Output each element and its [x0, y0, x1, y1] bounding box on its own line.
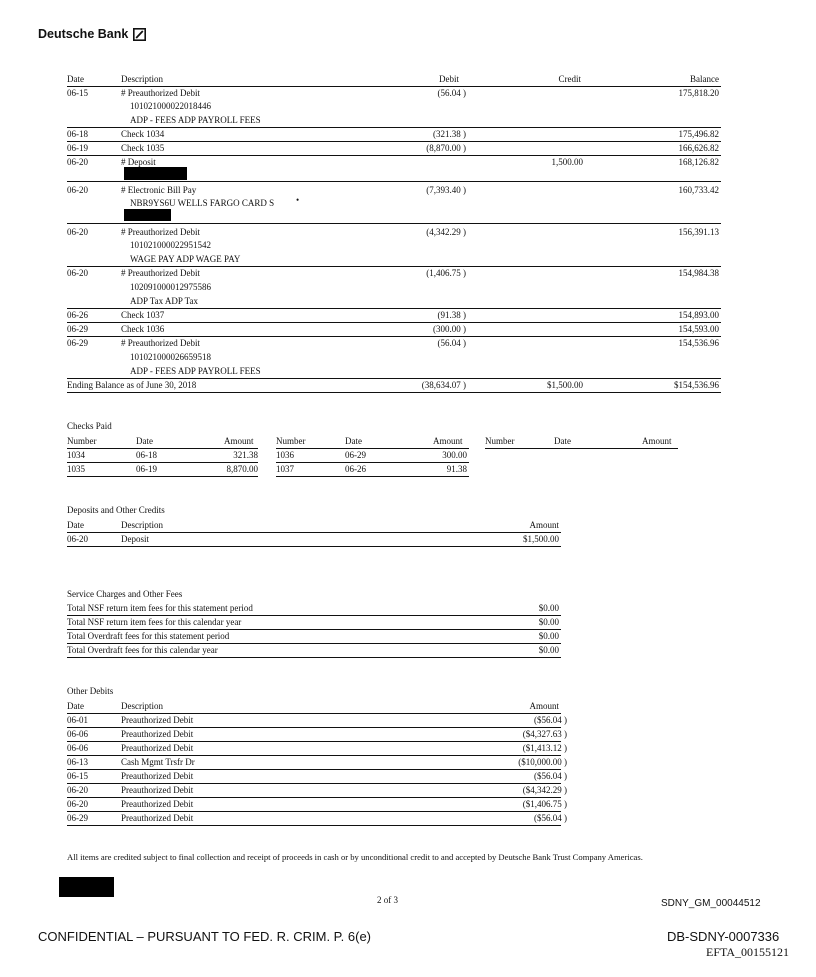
table-row — [67, 812, 567, 825]
table-row — [67, 87, 721, 100]
row-description: Check 1035 — [121, 143, 165, 153]
table-row — [67, 770, 567, 783]
col-amount: Amount — [433, 436, 463, 446]
row-rule — [67, 476, 258, 477]
debit-amount: ($56.04 ) — [534, 771, 567, 781]
col-number: Number — [276, 436, 306, 446]
check-amount: 321.38 — [233, 450, 258, 460]
check-number: 1035 — [67, 464, 85, 474]
fee-label: Total NSF return item fees for this calendar year — [67, 617, 242, 627]
row-continuation — [67, 239, 721, 252]
debit-date: 06-01 — [67, 715, 88, 725]
row-debit: (300.00 ) — [433, 324, 466, 334]
table-row — [67, 226, 721, 239]
row-debit: (8,870.00 ) — [426, 143, 466, 153]
row-description: # Deposit — [121, 157, 156, 167]
table-row — [67, 728, 567, 741]
row-description: # Electronic Bill Pay — [121, 185, 197, 195]
confidential-notice: CONFIDENTIAL – PURSUANT TO FED. R. CRIM. P. 6(e) — [38, 929, 372, 944]
document-id: SDNY_GM_00044512 — [661, 898, 761, 909]
row-description: Check 1034 — [121, 129, 165, 139]
row-date: 06-18 — [67, 129, 88, 139]
row-date: 06-20 — [67, 185, 88, 195]
col-amount: Amount — [529, 701, 559, 711]
row-reference: 101021000022018446 — [130, 101, 211, 111]
debit-amount: ($4,342.29 ) — [522, 785, 567, 795]
checks-paid-header — [67, 435, 679, 448]
row-rule — [67, 546, 561, 547]
row-balance: 175,496.82 — [678, 129, 719, 139]
check-date: 06-18 — [136, 450, 157, 460]
efta-number: EFTA_00155121 — [706, 945, 790, 959]
debit-description: Preauthorized Debit — [121, 743, 194, 753]
debit-date: 06-06 — [67, 743, 88, 753]
fee-amount: $0.00 — [538, 645, 559, 655]
ending-debit: (38,634.07 ) — [421, 380, 466, 390]
check-date: 06-26 — [345, 464, 366, 474]
debit-date: 06-13 — [67, 757, 88, 767]
debit-description: Preauthorized Debit — [121, 813, 194, 823]
redaction-block — [124, 167, 187, 180]
row-payee: NBR9YS6U WELLS FARGO CARD S — [130, 198, 275, 208]
deposit-description: Deposit — [121, 534, 149, 544]
table-row — [67, 714, 567, 727]
row-continuation — [67, 100, 721, 113]
other-debits-title: Other Debits — [67, 686, 114, 696]
row-rule — [67, 223, 721, 224]
row-date: 06-20 — [67, 227, 88, 237]
row-rule — [67, 181, 721, 182]
table-row — [67, 616, 561, 629]
row-date: 06-29 — [67, 324, 88, 334]
deposit-amount: $1,500.00 — [523, 534, 559, 544]
table-row — [67, 784, 567, 797]
row-reference: 101021000026659518 — [130, 352, 211, 362]
disclaimer-text: All items are credited subject to final collection and receipt of proceeds in cash or by unconditional credit to and accepted by Deutsche Bank Trust Company Americas. — [67, 852, 643, 862]
row-payee: ADP - FEES ADP PAYROLL FEES — [130, 115, 261, 125]
row-debit: (4,342.29 ) — [426, 227, 466, 237]
table-row — [67, 449, 487, 462]
row-debit: (91.38 ) — [437, 310, 466, 320]
check-number: 1037 — [276, 464, 294, 474]
col-description: Description — [121, 520, 163, 530]
debit-date: 06-29 — [67, 813, 88, 823]
debit-date: 06-06 — [67, 729, 88, 739]
check-date: 06-19 — [136, 464, 157, 474]
col-date: Date — [67, 520, 84, 530]
col-date: Date — [67, 701, 84, 711]
row-date: 06-26 — [67, 310, 88, 320]
check-amount: 91.38 — [446, 464, 467, 474]
row-continuation — [67, 281, 721, 294]
check-amount: 300.00 — [442, 450, 467, 460]
table-row — [67, 267, 721, 280]
row-balance: 175,818.20 — [678, 88, 719, 98]
activity-header — [67, 73, 721, 86]
row-rule — [67, 825, 561, 826]
debit-amount: ($1,406.75 ) — [522, 799, 567, 809]
row-balance: 168,126.82 — [678, 157, 719, 167]
col-amount: Amount — [224, 436, 254, 446]
bates-number: DB-SDNY-0007336 — [667, 929, 780, 944]
col-date: Date — [554, 436, 571, 446]
debit-description: Preauthorized Debit — [121, 715, 194, 725]
row-debit: (321.38 ) — [433, 129, 466, 139]
fee-label: Total NSF return item fees for this statement period — [67, 603, 253, 613]
table-row — [67, 630, 561, 643]
col-date: Date — [67, 74, 84, 84]
fee-amount: $0.00 — [538, 603, 559, 613]
check-amount: 8,870.00 — [226, 464, 258, 474]
table-row — [67, 184, 721, 197]
check-number: 1034 — [67, 450, 85, 460]
row-reference: 101021000022951542 — [130, 240, 211, 250]
row-debit: (56.04 ) — [437, 338, 466, 348]
header-rule — [485, 448, 678, 449]
debit-amount: ($56.04 ) — [534, 813, 567, 823]
row-continuation — [67, 351, 721, 364]
row-reference: 102091000012975586 — [130, 282, 211, 292]
row-payee: ADP Tax ADP Tax — [130, 296, 198, 306]
debit-date: 06-15 — [67, 771, 88, 781]
debit-amount: ($56.04 ) — [534, 715, 567, 725]
debit-description: Preauthorized Debit — [121, 729, 194, 739]
row-continuation — [67, 114, 721, 127]
fee-amount: $0.00 — [538, 617, 559, 627]
fee-label: Total Overdraft fees for this calendar year — [67, 645, 218, 655]
col-debit: Debit — [439, 74, 459, 84]
fee-label: Total Overdraft fees for this statement period — [67, 631, 230, 641]
row-balance: 154,593.00 — [678, 324, 719, 334]
page-number: 2 of 3 — [377, 895, 398, 905]
redaction-block — [124, 209, 171, 221]
bank-name: Deutsche Bank — [38, 27, 129, 41]
service-charges-title: Service Charges and Other Fees — [67, 589, 183, 599]
table-row — [67, 644, 561, 657]
row-debit: (56.04 ) — [437, 88, 466, 98]
row-description: Check 1036 — [121, 324, 165, 334]
col-amount: Amount — [642, 436, 672, 446]
ending-balance: $154,536.96 — [674, 380, 719, 390]
row-payee: WAGE PAY ADP WAGE PAY — [130, 254, 241, 264]
col-number: Number — [485, 436, 515, 446]
row-balance: 154,984.38 — [678, 268, 719, 278]
ending-credit: $1,500.00 — [547, 380, 583, 390]
col-date: Date — [345, 436, 362, 446]
table-row — [67, 533, 561, 546]
row-continuation — [67, 365, 721, 378]
row-debit: (7,393.40 ) — [426, 185, 466, 195]
debit-description: Preauthorized Debit — [121, 771, 194, 781]
col-date: Date — [136, 436, 153, 446]
other-debits-header — [67, 700, 561, 713]
deposit-date: 06-20 — [67, 534, 88, 544]
debit-amount: ($1,413.12 ) — [522, 743, 567, 753]
row-description: # Preauthorized Debit — [121, 268, 200, 278]
row-balance: 166,626.82 — [678, 143, 719, 153]
row-balance: 154,893.00 — [678, 310, 719, 320]
row-rule — [276, 476, 469, 477]
debit-amount: ($10,000.00 ) — [518, 757, 567, 767]
redaction-block — [59, 877, 114, 897]
row-date: 06-19 — [67, 143, 88, 153]
row-description: # Preauthorized Debit — [121, 338, 200, 348]
row-rule — [67, 657, 561, 658]
bank-logo — [38, 27, 146, 41]
col-description: Description — [121, 701, 163, 711]
row-continuation — [67, 253, 721, 266]
table-row — [67, 309, 721, 322]
row-debit: (1,406.75 ) — [426, 268, 466, 278]
col-number: Number — [67, 436, 97, 446]
table-row — [67, 798, 567, 811]
table-row — [67, 463, 487, 476]
col-description: Description — [121, 74, 163, 84]
table-row — [67, 142, 721, 155]
checks-paid-title: Checks Paid — [67, 421, 112, 431]
check-number: 1036 — [276, 450, 294, 460]
debit-description: Preauthorized Debit — [121, 799, 194, 809]
col-amount: Amount — [529, 520, 559, 530]
debit-date: 06-20 — [67, 799, 88, 809]
table-row — [67, 602, 561, 615]
deposits-title: Deposits and Other Credits — [67, 505, 165, 515]
col-balance: Balance — [690, 74, 719, 84]
ending-balance-row — [67, 379, 721, 392]
row-description: Check 1037 — [121, 310, 165, 320]
ending-label: Ending Balance as of June 30, 2018 — [67, 380, 197, 390]
row-description: # Preauthorized Debit — [121, 88, 200, 98]
row-continuation — [67, 295, 721, 308]
debit-amount: ($4,327.63 ) — [522, 729, 567, 739]
row-date: 06-29 — [67, 338, 88, 348]
table-row — [67, 323, 721, 336]
debit-description: Cash Mgmt Trsfr Dr — [121, 757, 195, 767]
deutsche-bank-slash-square-icon — [133, 28, 146, 41]
row-date: 06-20 — [67, 268, 88, 278]
row-balance: 156,391.13 — [678, 227, 719, 237]
deposits-header — [67, 519, 561, 532]
table-row — [67, 337, 721, 350]
debit-description: Preauthorized Debit — [121, 785, 194, 795]
row-date: 06-15 — [67, 88, 88, 98]
table-row — [67, 128, 721, 141]
row-credit: 1,500.00 — [551, 157, 583, 167]
col-credit: Credit — [558, 74, 581, 84]
row-balance: 160,733.42 — [678, 185, 719, 195]
row-balance: 154,536.96 — [678, 338, 719, 348]
table-row — [67, 742, 567, 755]
debit-date: 06-20 — [67, 785, 88, 795]
row-payee: ADP - FEES ADP PAYROLL FEES — [130, 366, 261, 376]
row-description: # Preauthorized Debit — [121, 227, 200, 237]
check-date: 06-29 — [345, 450, 366, 460]
row-date: 06-20 — [67, 157, 88, 167]
row-continuation: NBR9YS6U WELLS FARGO CARD S • — [130, 195, 300, 208]
fee-amount: $0.00 — [538, 631, 559, 641]
row-rule — [67, 392, 721, 393]
table-row — [67, 756, 567, 769]
